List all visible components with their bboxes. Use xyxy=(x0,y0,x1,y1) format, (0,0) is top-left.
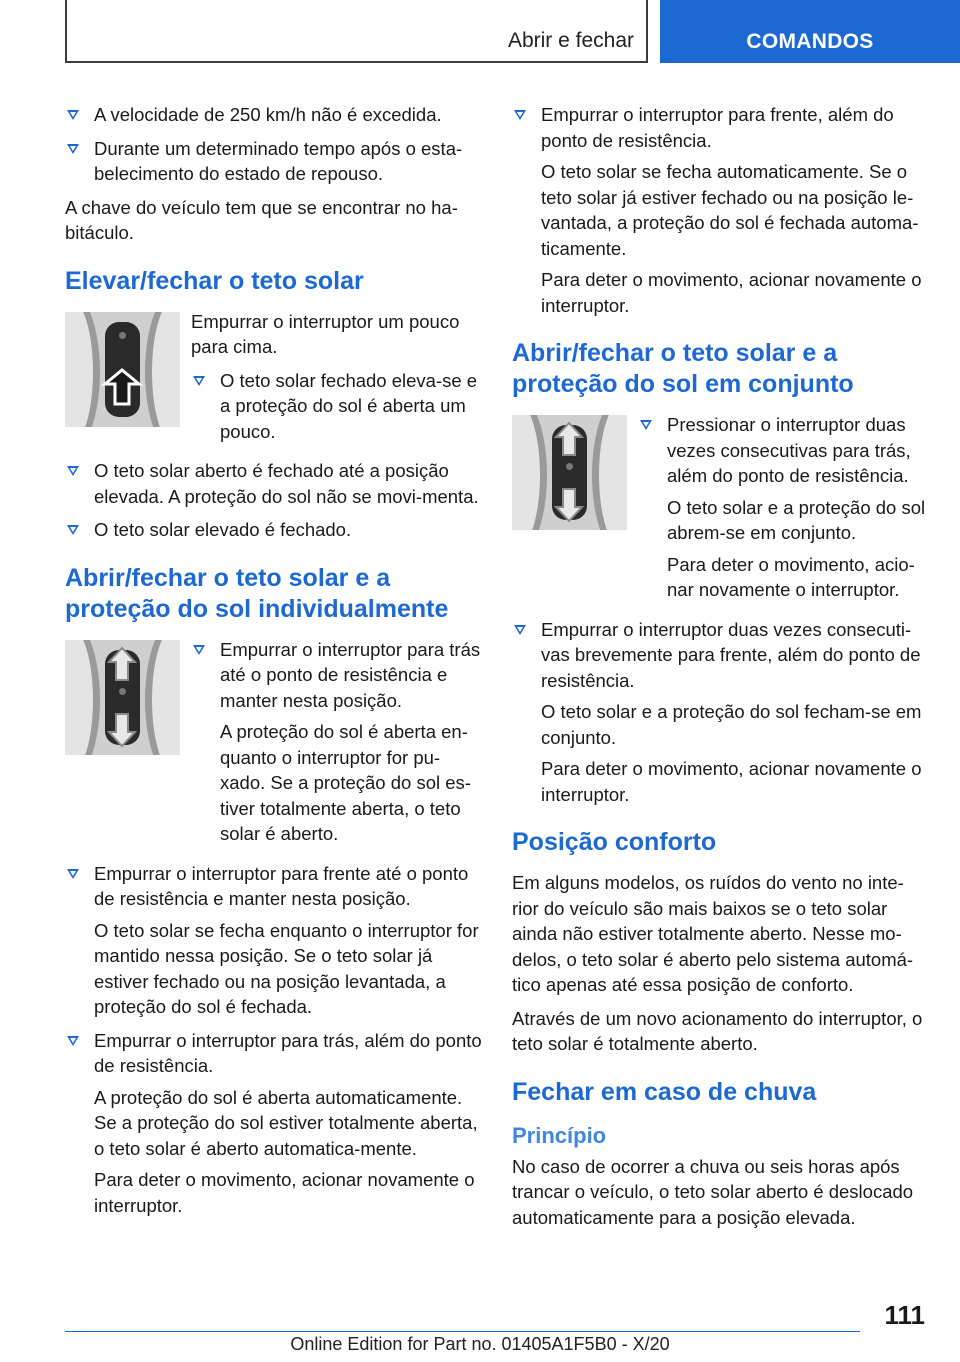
bullet-triangle-icon xyxy=(640,420,652,430)
header-section-box xyxy=(65,0,648,63)
bullet-triangle-icon xyxy=(67,1036,79,1046)
bullet-subtext: Para deter o movimento, acio-nar novamente o interruptor. xyxy=(667,553,915,600)
bullet-text: Empurrar o interruptor para frente, além do ponto de resistência. xyxy=(541,104,894,151)
bullet-text: Durante um determinado tempo após o esta-belecimento do estado de repouso. xyxy=(94,137,463,184)
page-number: 111 xyxy=(884,1300,925,1330)
switch-up-down-arrow-icon xyxy=(512,415,627,530)
bullet-subtext: O teto solar e a proteção do sol abrem-se em conjunto. xyxy=(667,496,926,543)
list-item xyxy=(512,102,927,318)
list-item xyxy=(65,102,485,128)
list-item xyxy=(65,517,485,543)
bullet-text: O teto solar aberto é fechado até a posição elevada. A proteção do sol não se movi-menta. xyxy=(94,460,479,507)
header-chapter-title: COMANDOS xyxy=(746,30,874,53)
list-item xyxy=(512,617,927,808)
paragraph: No caso de ocorrer a chuva ou seis horas após trancar o veículo, o teto solar aberto é deslocado automaticamente para a posição elevada. xyxy=(512,1155,914,1228)
bullet-subtext: Para deter o movimento, acionar novamente o interruptor. xyxy=(541,758,922,805)
bullet-triangle-icon xyxy=(514,625,526,635)
bullet-text: Empurrar o interruptor para trás até o ponto de resistência e manter nesta posição. xyxy=(220,638,481,711)
bullet-triangle-icon xyxy=(193,645,205,655)
footer-divider xyxy=(65,1331,860,1332)
heading-chuva: Fechar em caso de chuva xyxy=(512,1077,817,1106)
subheading-principio: Princípio xyxy=(512,1122,607,1148)
heading-conjunto: Abrir/fechar o teto solar e a proteção do sol em conjunto xyxy=(512,339,854,398)
bullet-triangle-icon xyxy=(514,110,526,120)
header-section-title: Abrir e fechar xyxy=(507,29,634,52)
switch-up-down-arrow-icon xyxy=(65,640,180,755)
bullet-text: Empurrar o interruptor duas vezes consecuti-vas brevemente para frente, além do ponto de resistência. xyxy=(541,618,921,691)
list-item xyxy=(191,368,485,445)
heading-individual: Abrir/fechar o teto solar e a proteção do sol individualmente xyxy=(65,563,449,623)
bullet-triangle-icon xyxy=(67,466,79,476)
list-item xyxy=(65,861,485,1020)
bullet-text: O teto solar elevado é fechado. xyxy=(94,519,352,540)
header-chapter-tab xyxy=(660,0,960,63)
heading-conforto: Posição conforto xyxy=(512,828,717,856)
list-item xyxy=(638,412,927,603)
figure-row-elevar xyxy=(65,309,485,453)
list-item xyxy=(65,1028,485,1219)
paragraph: Em alguns modelos, os ruídos do vento no inte-rior do veículo são mais baixos se o teto solar ainda não estiver totalmente aberto. Nesse mo-delos, o teto solar é aberto pelo sistema automá-tico apenas até essa posição de conforto. xyxy=(512,872,914,995)
bullet-subtext: O teto solar se fecha automaticamente. Se o teto solar já estiver fechado ou na posição le-vantada, a proteção do sol é fechada automa-ticamente. xyxy=(541,161,919,259)
figure-row-conjunto xyxy=(512,412,927,611)
bullet-subtext: A proteção do sol é aberta automaticamente. Se a proteção do sol estiver totalmente aberta, o teto solar é aberto automatica-mente. xyxy=(94,1086,478,1159)
bullet-text: Empurrar o interruptor para trás, além do ponto de resistência. xyxy=(94,1029,482,1076)
bullet-triangle-icon xyxy=(67,525,79,535)
bullet-triangle-icon xyxy=(67,869,79,879)
list-item xyxy=(191,637,485,847)
paragraph: A chave do veículo tem que se encontrar no ha-bitáculo. xyxy=(65,196,458,243)
bullet-triangle-icon xyxy=(67,110,79,120)
bullet-text: Empurrar o interruptor para frente até o ponto de resistência e manter nesta posição. xyxy=(94,862,469,909)
bullet-subtext: Para deter o movimento, acionar novamente o interruptor. xyxy=(94,1169,475,1216)
right-column xyxy=(512,102,927,1238)
bullet-text: O teto solar fechado eleva-se e a proteção do sol é aberta um pouco. xyxy=(220,369,478,442)
left-column xyxy=(65,102,485,1226)
heading-elevar: Elevar/fechar o teto solar xyxy=(65,266,364,295)
paragraph: Através de um novo acionamento do interruptor, o teto solar é totalmente aberto. xyxy=(512,1007,923,1054)
bullet-triangle-icon xyxy=(67,144,79,154)
bullet-triangle-icon xyxy=(193,376,205,386)
bullet-subtext: A proteção do sol é aberta en-quanto o interruptor for pu-xado. Se a proteção do sol es-tiver totalmente aberta, o teto solar é aberto. xyxy=(220,721,471,844)
bullet-text: A velocidade de 250 km/h não é excedida. xyxy=(94,104,442,125)
bullet-subtext: O teto solar se fecha enquanto o interruptor for mantido nessa posição. Se o teto solar já estiver fechado ou na posição levantada, a proteção do sol é fechada. xyxy=(94,919,479,1017)
bullet-text: Pressionar o interruptor duas vezes consecutivas para trás, além do ponto de resistência. xyxy=(667,414,911,486)
figure-row-individual xyxy=(65,637,485,855)
paragraph: Empurrar o interruptor um pouco para cima. xyxy=(191,310,460,357)
footer-edition: Online Edition for Part no. 01405A1F5B0 - X/20 xyxy=(290,1334,670,1354)
bullet-subtext: O teto solar e a proteção do sol fecham-se em conjunto. xyxy=(541,701,922,748)
list-item xyxy=(65,458,485,509)
switch-up-arrow-icon xyxy=(65,312,180,427)
list-item xyxy=(65,136,485,187)
bullet-subtext: Para deter o movimento, acionar novamente o interruptor. xyxy=(541,269,922,316)
